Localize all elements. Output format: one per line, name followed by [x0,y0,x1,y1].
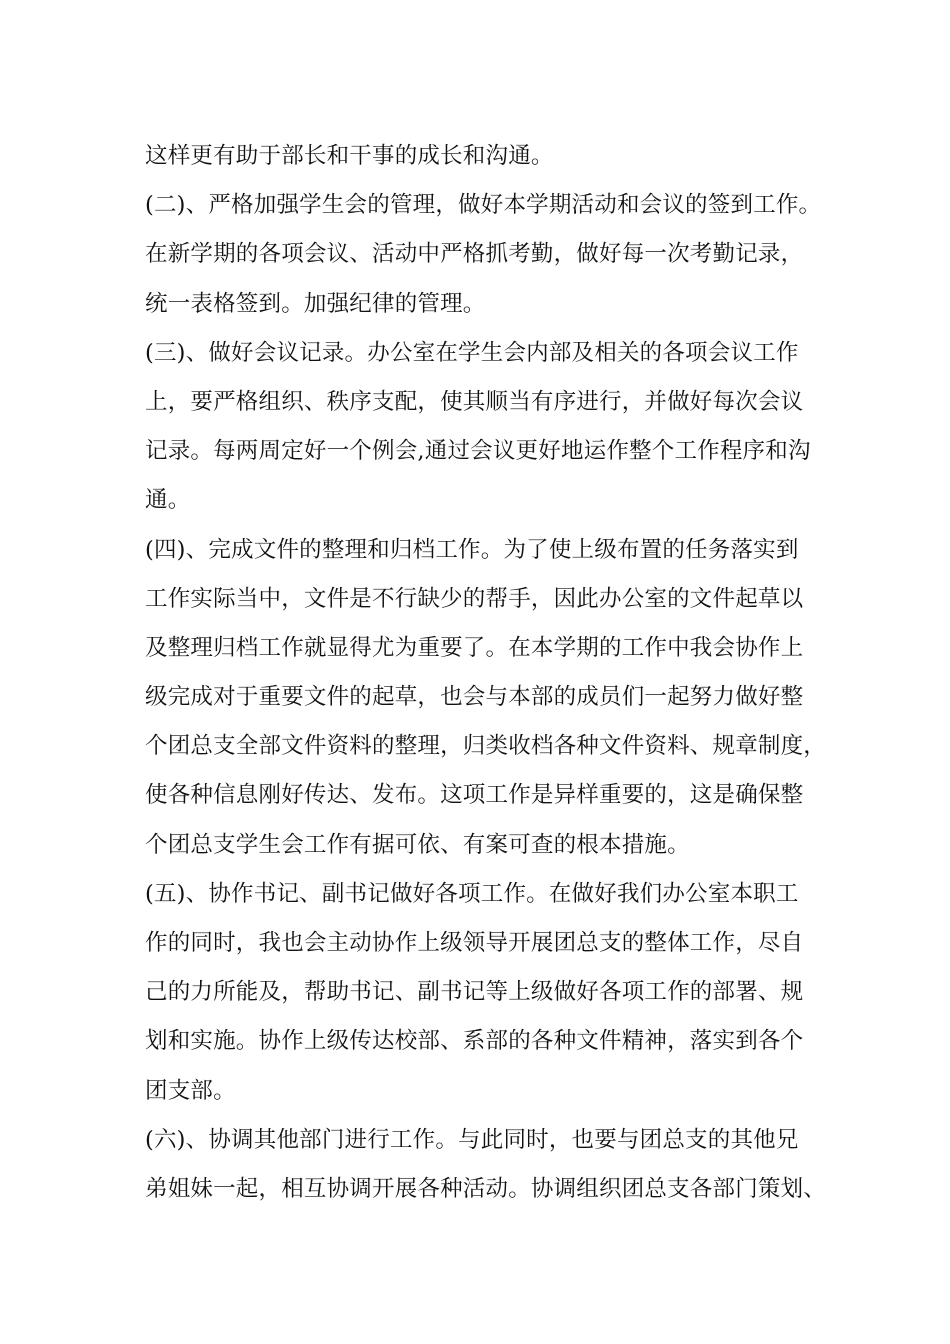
text-line: 在新学期的各项会议、活动中严格抓考勤，做好每一次考勤记录， [145,241,804,268]
body-text [145,132,835,1214]
text-line: (二)、严格加强学生会的管理，做好本学期活动和会议的签到工作。 [145,192,822,219]
text-line: 个团总支学生会工作有据可依、有案可查的根本措施。 [145,831,690,858]
text-line: 使各种信息刚好传达、发布。这项工作是异样重要的，这是确保整 [145,782,804,809]
text-line: 通。 [145,487,191,514]
text-line: 及整理归档工作就显得尤为重要了。在本学期的工作中我会协作上 [145,634,804,661]
text-line: 级完成对于重要文件的起草，也会与本部的成员们一起努力做好整 [145,684,804,711]
text-line: 记录。每两周定好一个例会,通过会议更好地运作整个工作程序和沟 [145,438,811,465]
text-line: 个团总支全部文件资料的整理，归类收档各种文件资料、规章制度， [145,733,827,760]
text-line: 工作实际当中，文件是不行缺少的帮手，因此办公室的文件起草以 [145,585,804,612]
text-line: 团支部。 [145,1077,236,1104]
text-line: 弟姐妹一起，相互协调开展各种活动。协调组织团总支各部门策划、 [145,1175,827,1202]
text-line: 划和实施。协作上级传达校部、系部的各种文件精神，落实到各个 [145,1028,804,1055]
text-line: 上，要严格组织、秩序支配，使其顺当有序进行，并做好每次会议 [145,388,804,415]
text-line: (四)、完成文件的整理和归档工作。为了使上级布置的任务落实到 [145,536,799,563]
text-line: (三)、做好会议记录。办公室在学生会内部及相关的各项会议工作 [145,339,799,366]
text-line: (六)、协调其他部门进行工作。与此同时，也要与团总支的其他兄 [145,1126,799,1153]
text-line: (五)、协作书记、副书记做好各项工作。在做好我们办公室本职工 [145,880,799,907]
text-line: 统一表格签到。加强纪律的管理。 [145,290,486,317]
text-line: 这样更有助于部长和干事的成长和沟通。 [145,143,554,169]
text-line: 己的力所能及，帮助书记、副书记等上级做好各项工作的部署、规 [145,979,804,1006]
text-line: 作的同时，我也会主动协作上级领导开展团总支的整体工作，尽自 [145,930,804,956]
